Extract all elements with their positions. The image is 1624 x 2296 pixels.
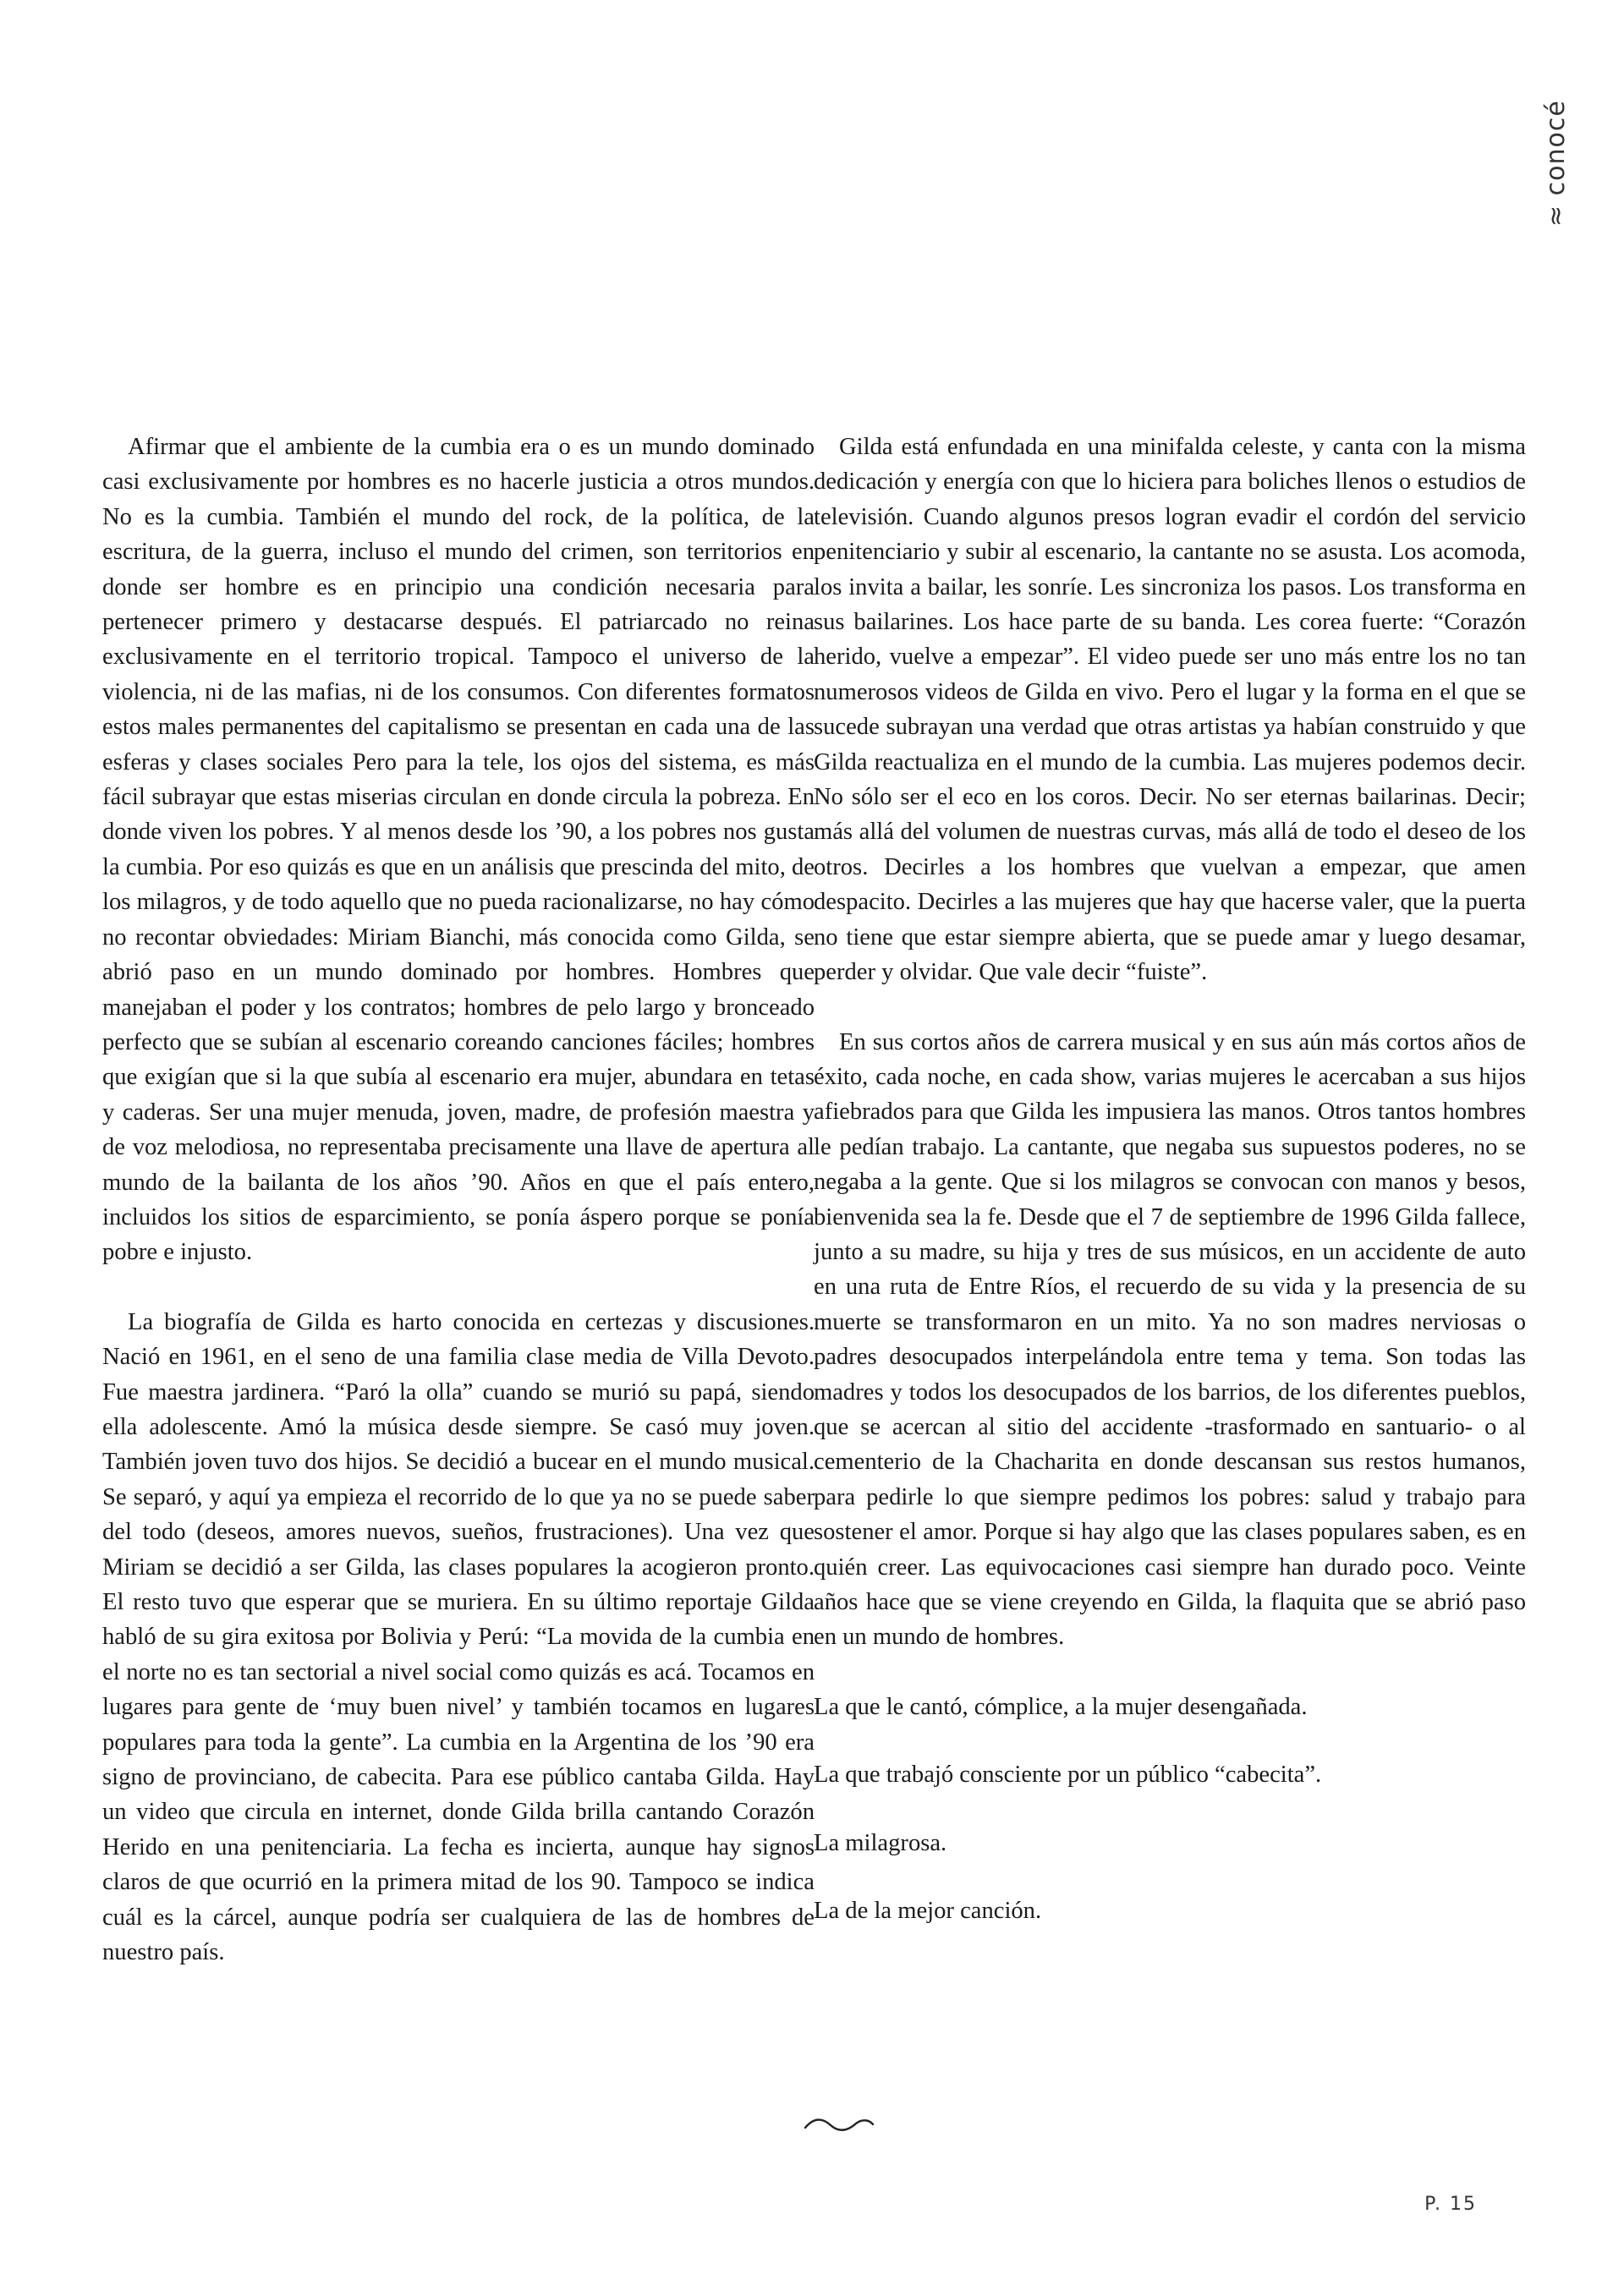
closing-line: La milagrosa. xyxy=(814,1829,947,1856)
paragraph: Gilda está enfundada en una minifalda celeste, y canta con la misma dedicación y energía con que lo hiciera para boliches llenos o estudios de televisión. Cuando algunos presos logran evadir el cordón del servicio penitenciario y subir al escenario, la cantante no se asusta. Los acomoda, los invita a bailar, les sonríe. Les sincroniza los pasos. Los transforma en sus bailarines. Los hace parte de su banda. Les corea fuerte: “Corazón herido, vuelve a empezar”. El video puede ser uno más entre los no tan numerosos videos de Gilda en vivo. Pero el lugar y la forma en el que se sucede subrayan una verdad que otras artistas ya habían construido y que Gilda reactualiza en el mundo de la cumbia. Las mujeres podemos decir. No sólo ser el eco en los coros. Decir. No ser eternas bailarinas. Decir; más allá del volumen de nuestras curvas, más allá de todo el deseo de los otros. Decirles a los hombres que vuelvan a empezar, que amen despacito. Decirles a las mujeres que hay que hacerse valer, que la puerta no tiene que estar siempre abierta, que se puede amar y luego desamar, perder y olvidar. Que vale decir “fuiste”. xyxy=(814,434,1526,986)
closing-line: La de la mejor canción. xyxy=(814,1898,1042,1925)
closing-line: La que trabajó consciente por un público “cabecita”. xyxy=(814,1762,1322,1789)
wave-divider-icon xyxy=(804,2116,875,2133)
page-number: P. 15 xyxy=(1424,2194,1477,2215)
section-tag xyxy=(1541,100,1575,269)
article-column-right xyxy=(814,430,1526,1928)
paragraph: Afirmar que el ambiente de la cumbia era o es un mundo dominado casi exclusivamente por hombres es no hacerle justicia a otros mundos. No es la cumbia. También el mundo del rock, de la política, de la escritura, de la guerra, incluso el mundo del crimen, son territorios en donde ser hombre es en principio una condición necesaria para pertenecer primero y destacarse después. El patriarcado no reina exclusivamente en el territorio tropical. Tampoco el universo de la violencia, ni de las mafias, ni de los consumos. Con diferentes formatos estos males permanentes del capitalismo se presentan en cada una de las esferas y clases sociales Pero para la tele, los ojos del sistema, es más fácil subrayar que estas miserias circulan en donde circula la pobreza. En donde viven los pobres. Y al menos desde los ’90, a los pobres nos gusta la cumbia. Por eso quizás es que en un análisis que prescinda del mito, de los milagros, y de todo aquello que no pueda racionalizarse, no hay cómo no recontar obviedades: Miriam Bianchi, más conocida como Gilda, se abrió paso en un mundo dominado por hombres. Hombres que manejaban el poder y los contratos; hombres de pelo largo y bronceado perfecto que se subían al escenario coreando canciones fáciles; hombres que exigían que si la que subía al escenario era mujer, abundara en tetas y caderas. Ser una mujer menuda, joven, madre, de profesión maestra y de voz melodiosa, no representaba precisamente una llave de apertura al mundo de la bailanta de los años ’90. Años en que el país entero, incluidos los sitios de esparcimiento, se ponía áspero porque se ponía pobre e injusto. xyxy=(102,434,815,1266)
article-column-left xyxy=(102,430,815,1970)
paragraph: La biografía de Gilda es harto conocida en certezas y discusiones. Nació en 1961, en el seno de una familia clase media de Villa Devoto. Fue maestra jardinera. “Paró la olla” cuando se murió su papá, siendo ella adolescente. Amó la música desde siempre. Se casó muy joven. También joven tuvo dos hijos. Se decidió a bucear en el mundo musical. Se separó, y aquí ya empieza el recorrido de lo que ya no se puede saber del todo (deseos, amores nuevos, sueños, frustraciones). Una vez que Miriam se decidió a ser Gilda, las clases populares la acogieron pronto. El resto tuvo que esperar que se muriera. En su último reportaje Gilda habló de su gira exitosa por Bolivia y Perú: “La movida de la cumbia en el norte no es tan sectorial a nivel social como quizás es acá. Tocamos en lugares para gente de ‘muy buen nivel’ y también tocamos en lugares populares para toda la gente”. La cumbia en la Argentina de los ’90 era signo de provinciano, de cabecita. Para ese público cantaba Gilda. Hay un video que circula en internet, donde Gilda brilla cantando Corazón Herido en una penitenciaria. La fecha es incierta, aunque hay signos claros de que ocurrió en la primera mitad de los 90. Tampoco se indica cuál es la cárcel, aunque podría ser cualquiera de las de hombres de nuestro país. xyxy=(102,1308,815,1966)
paragraph: En sus cortos años de carrera musical y en sus aún más cortos años de éxito, cada noche, en cada show, varias mujeres le acercaban a sus hijos afiebrados para que Gilda les impusiera las manos. Otros tantos hombres le pedían trabajo. La cantante, que negaba sus supuestos poderes, no se negaba a la gente. Que si los milagros se convocan con manos y besos, bienvenida sea la fe. Desde que el 7 de septiembre de 1996 Gilda fallece, junto a su madre, su hija y tres de sus músicos, en un accidente de auto en una ruta de Entre Ríos, el recuerdo de su vida y la presencia de su muerte se transformaron en un mito. Ya no son madres nerviosas o padres desocupados interpelándola entre tema y tema. Son todas las madres y todos los desocupados de los barrios, de los diferentes pueblos, que se acercan al sitio del accidente -trasformado en santuario- o al cementerio de la Chacharita en donde descansan sus restos humanos, para pedirle lo que siempre pedimos los pobres: salud y trabajo para sostener el amor. Porque si hay algo que las clases populares saben, es en quién creer. Las equivocaciones casi siempre han durado poco. Veinte años hace que se viene creyendo en Gilda, la flaquita que se abrió paso en un mundo de hombres. xyxy=(814,1028,1526,1651)
section-tag-label: ≈ conocé xyxy=(1541,100,1571,227)
closing-line: La que le cantó, cómplice, a la mujer desengañada. xyxy=(814,1693,1308,1720)
